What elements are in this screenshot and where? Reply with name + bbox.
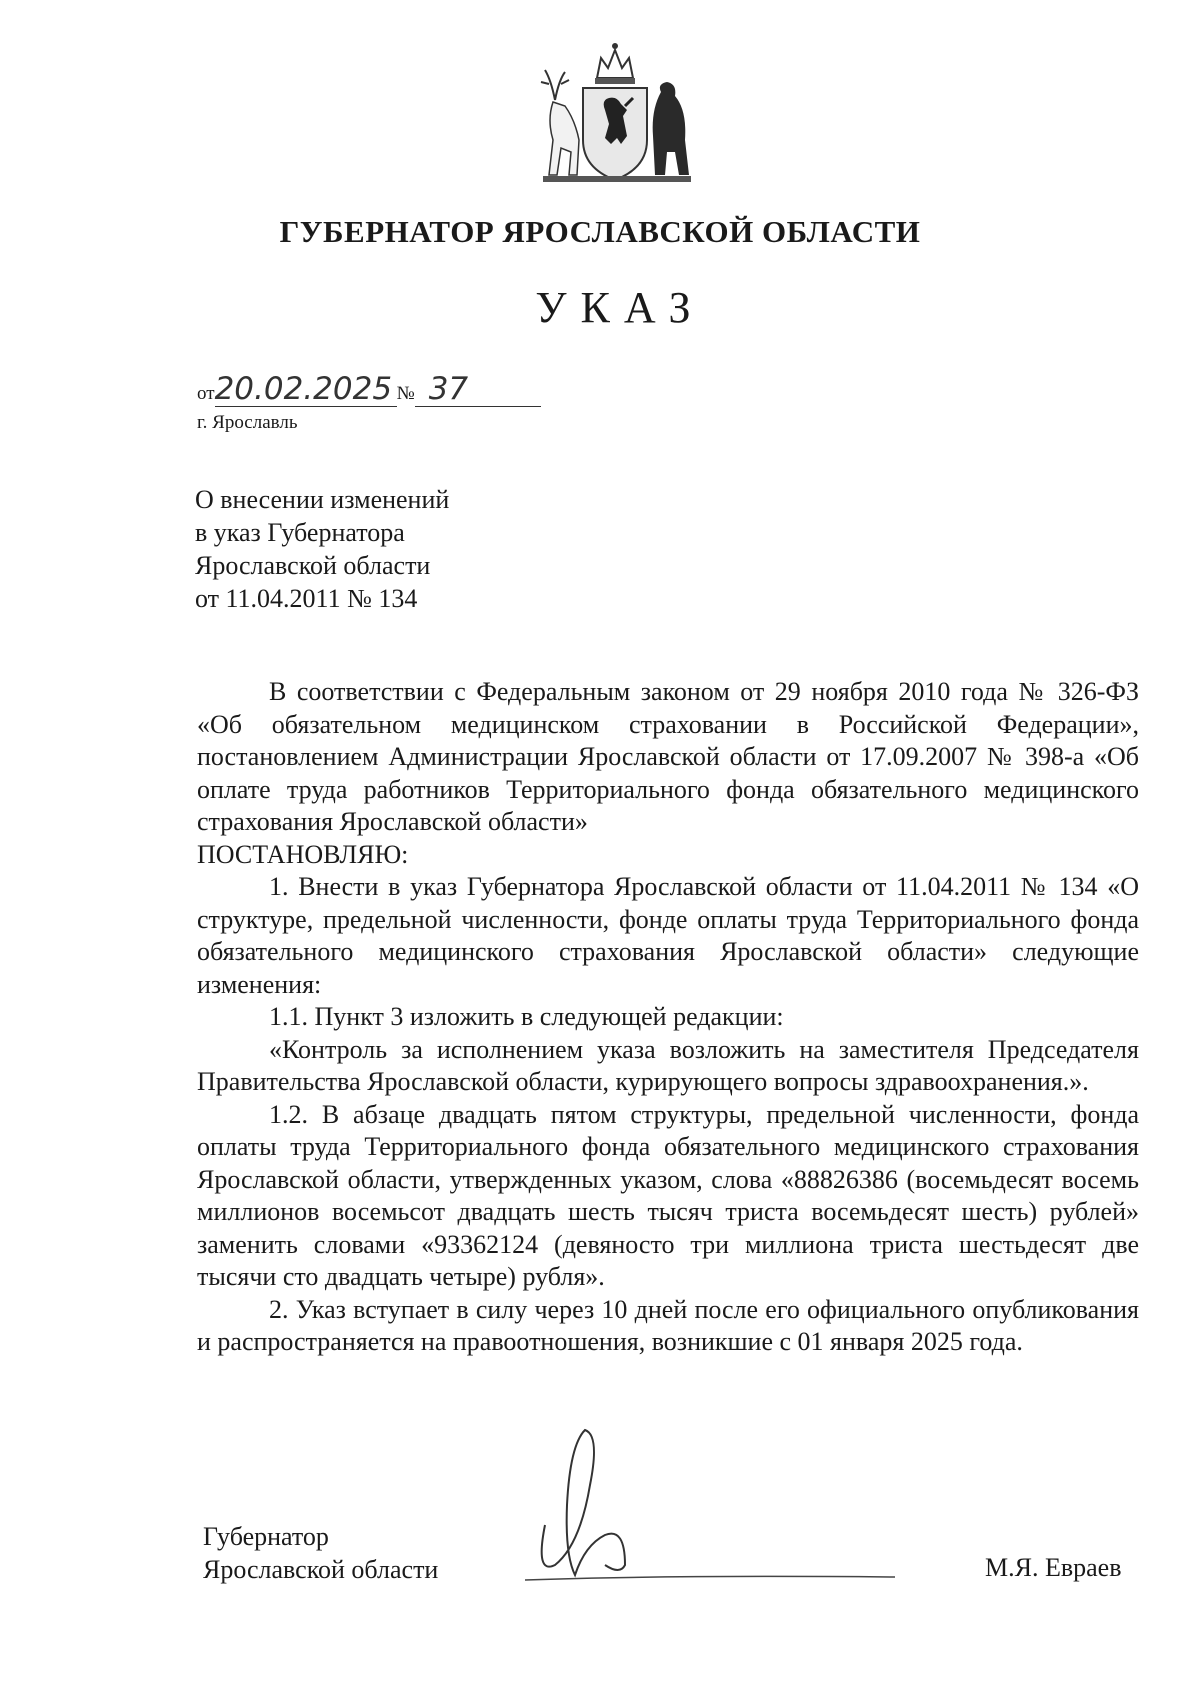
clause-1-1: 1.1. Пункт 3 изложить в следующей редакции:	[269, 1002, 784, 1031]
document-subject	[195, 483, 449, 615]
date-number-line	[197, 372, 541, 412]
document-type-title: УКАЗ	[535, 283, 705, 332]
clause-1-2: 1.2. В абзаце двадцать пятом структуры, предельной численности, фонда оплаты труда Территориального фонда обязательного медицинского страхования Ярославской области, утвержденных указом, слова «88826386 (восемьдесят восемь миллионов восемьсот двадцать шесть тысяч триста восемьдесят шесть) рублей» заменить словами «93362124 (девяносто три миллиона триста шестьдесят две тысячи сто двадцать четыре) рубля».	[197, 1099, 1139, 1291]
signer-name: М.Я. Евраев	[985, 1553, 1122, 1582]
number-sign: №	[396, 383, 415, 404]
decree-word: ПОСТАНОВЛЯЮ:	[197, 839, 409, 869]
clause-2: 2. Указ вступает в силу через 10 дней после его официального опубликования и распространяется на правоотношения, возникшие с 01 января 2025 года.	[197, 1294, 1139, 1356]
issuing-authority: ГУБЕРНАТОР ЯРОСЛАВСКОЙ ОБЛАСТИ	[279, 214, 921, 249]
preamble-paragraph: В соответствии с Федеральным законом от 29 ноября 2010 года № 326-ФЗ «Об обязательном медицинском страховании в Российской Федерации», постановлением Администрации Ярославской области от 17.09.2007 № 398-а «Об оплате труда работников Территориального фонда обязательного медицинского страхования Ярославской области»	[197, 677, 1139, 836]
subject-line: в указ Губернатора	[195, 518, 405, 547]
clause-1-1-text: «Контроль за исполнением указа возложить на заместителя Председателя Правительства Ярославской области, курирующего вопросы здравоохранения.».	[197, 1034, 1139, 1096]
subject-line: от 11.04.2011 № 134	[195, 584, 418, 613]
date-prefix: от	[197, 383, 215, 404]
handwritten-number: 37	[415, 372, 541, 407]
coat-of-arms-emblem	[535, 40, 695, 190]
document-body	[197, 676, 1139, 1359]
handwritten-signature	[485, 1425, 905, 1595]
clause-1: 1. Внести в указ Губернатора Ярославской области от 11.04.2011 № 134 «О структуре, предельной численности, фонде оплаты труда Территориального фонда обязательного медицинского страхования Ярославской области» следующие изменения:	[197, 872, 1139, 999]
signer-position-line: Губернатор	[203, 1522, 329, 1551]
handwritten-date: 20.02.2025	[215, 372, 397, 407]
subject-line: Ярославской области	[195, 551, 431, 580]
issue-city: г. Ярославль	[197, 412, 298, 433]
subject-line: О внесении изменений	[195, 485, 450, 514]
signer-position-line: Ярославской области	[203, 1555, 439, 1584]
signer-position	[203, 1520, 438, 1586]
